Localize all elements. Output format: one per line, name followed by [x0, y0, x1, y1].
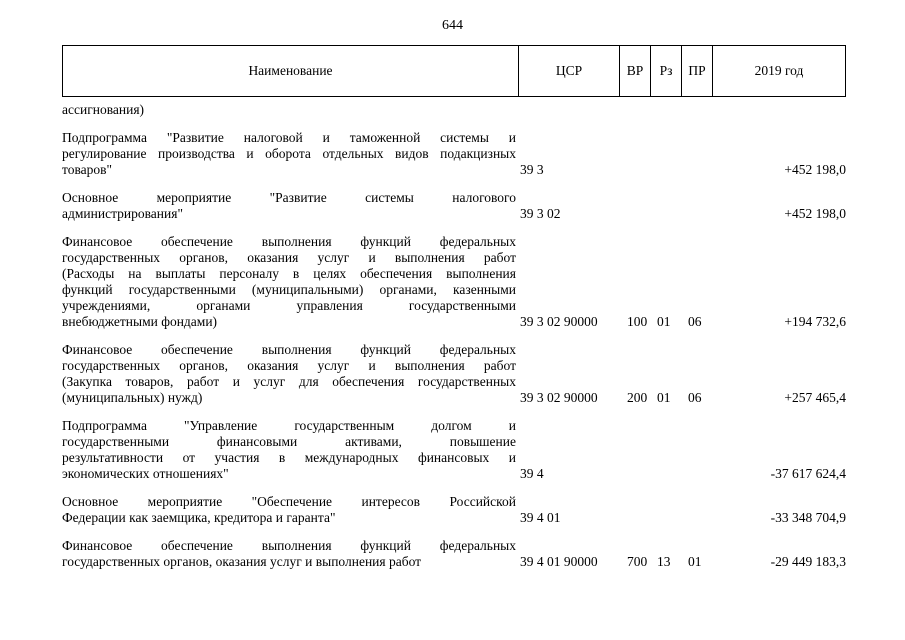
row-vr: 200 [627, 390, 648, 405]
table-row [62, 494, 846, 526]
table-row [62, 342, 846, 406]
row-amount: +194 732,6 [784, 314, 846, 329]
row-name-line: внебюджетными фондами) [62, 314, 218, 329]
row-csr: 39 3 02 90000 [520, 314, 598, 329]
row-name-line: государственных органов, оказания услуг и выполнения работ [62, 250, 516, 265]
table-row [62, 538, 846, 570]
row-name-line: Основное мероприятие "Развитие системы налогового [62, 190, 516, 205]
row-amount: -29 449 183,3 [770, 554, 846, 569]
header-rz: Рз [651, 46, 682, 96]
header-pr: ПР [682, 46, 713, 96]
row-csr: 39 3 02 [520, 206, 561, 221]
row-name-line: государственных органов, оказания услуг и выполнения работ [62, 358, 516, 373]
row-name-line: Финансовое обеспечение выполнения функций федеральных [62, 234, 516, 249]
row-name-line: регулирование производства и оборота отдельных видов подакцизных [62, 146, 516, 161]
row-name [62, 494, 516, 526]
row-rz: 01 [657, 314, 671, 329]
row-name-line: (Закупка товаров, работ и услуг для обеспечения государственных [62, 374, 516, 389]
row-name-line: результативности от участия в международных финансовых и [62, 450, 516, 465]
header-vr: ВР [620, 46, 651, 96]
row-name [62, 234, 516, 330]
row-csr: 39 4 01 90000 [520, 554, 598, 569]
row-rz: 01 [657, 390, 671, 405]
row-amount: +257 465,4 [784, 390, 846, 405]
header-csr: ЦСР [519, 46, 620, 96]
table-row [62, 130, 846, 178]
row-csr: 39 4 01 [520, 510, 561, 525]
page-number: 644 [442, 18, 463, 33]
row-name [62, 418, 516, 482]
row-name [62, 102, 516, 118]
row-vr: 100 [627, 314, 648, 329]
row-name [62, 342, 516, 406]
table-row [62, 102, 846, 118]
row-pr: 06 [688, 390, 702, 405]
row-csr: 39 3 02 90000 [520, 390, 598, 405]
row-name-line: учреждениями, органами управления государственными [62, 298, 516, 313]
row-amount: +452 198,0 [784, 206, 846, 221]
row-name-line: Финансовое обеспечение выполнения функций федеральных [62, 538, 516, 553]
table-body [62, 102, 846, 582]
row-name-line: Подпрограмма "Развитие налоговой и таможенной системы и [62, 130, 516, 145]
row-name-line: Федерации как заемщика, кредитора и гаранта" [62, 510, 336, 525]
row-name [62, 190, 516, 222]
row-pr: 06 [688, 314, 702, 329]
row-vr: 700 [627, 554, 648, 569]
row-name-line: Подпрограмма "Управление государственным долгом и [62, 418, 516, 433]
row-name-line: ассигнования) [62, 102, 145, 117]
row-amount: -33 348 704,9 [770, 510, 846, 525]
row-name [62, 130, 516, 178]
row-name-line: Основное мероприятие "Обеспечение интересов Российской [62, 494, 516, 509]
table-row [62, 190, 846, 222]
row-amount: -37 617 624,4 [770, 466, 846, 481]
table-row [62, 234, 846, 330]
header-year: 2019 год [754, 63, 804, 78]
row-name-line: государственными финансовыми активами, повышение [62, 434, 516, 449]
header-name: Наименование [63, 46, 519, 96]
row-name [62, 538, 516, 570]
row-name-line: товаров" [62, 162, 113, 177]
row-name-line: (муниципальных) нужд) [62, 390, 203, 405]
row-name-line: экономических отношениях" [62, 466, 229, 481]
row-name-line: Финансовое обеспечение выполнения функций федеральных [62, 342, 516, 357]
row-pr: 01 [688, 554, 702, 569]
row-name-line: государственных органов, оказания услуг и выполнения работ [62, 554, 422, 569]
table-header [62, 45, 846, 97]
row-amount: +452 198,0 [784, 162, 846, 177]
row-name-line: (Расходы на выплаты персоналу в целях обеспечения выполнения [62, 266, 516, 281]
table-row [62, 418, 846, 482]
row-name-line: администрирования" [62, 206, 183, 221]
row-csr: 39 3 [520, 162, 544, 177]
row-csr: 39 4 [520, 466, 544, 481]
row-rz: 13 [657, 554, 671, 569]
row-name-line: функций государственными (муниципальными) органами, казенными [62, 282, 516, 297]
